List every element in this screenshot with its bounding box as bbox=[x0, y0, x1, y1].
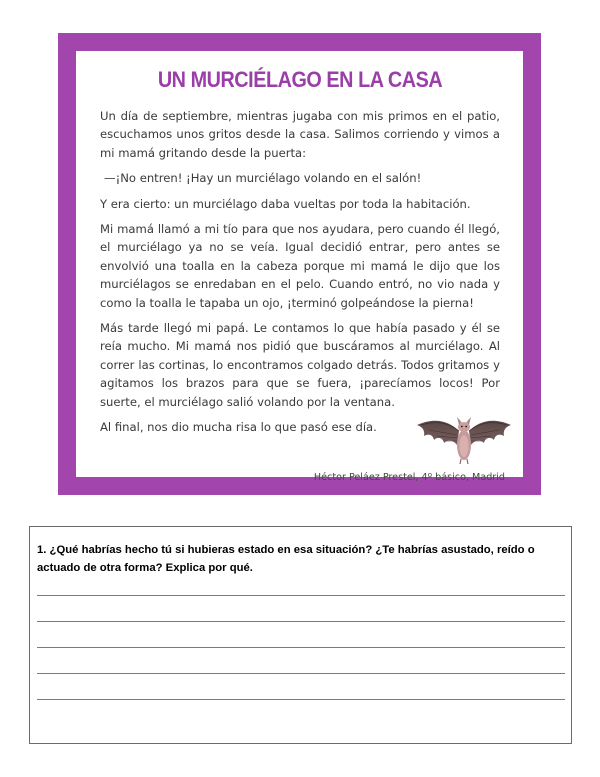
story-paragraph: Un día de septiembre, mientras jugaba con mis primos en el patio, escuchamos unos gritos desde la casa. Salimos corriendo y vimos a mi mamá gritando desde la puerta: bbox=[100, 109, 500, 160]
story-body bbox=[100, 107, 500, 437]
answer-line[interactable] bbox=[37, 647, 565, 648]
story-paragraph: Y era cierto: un murciélago daba vueltas por toda la habitación. bbox=[100, 196, 471, 211]
story-paragraph: Más tarde llegó mi papá. Le contamos lo que había pasado y él se reía mucho. Mi mamá nos pidió que buscáramos al murciélago. Al correr las cortinas, lo encontramos colgado detrás. Todos gritamos y agitamos los brazos para que se fuera, ¡parecíamos locos! Por suerte, el murciélago salió volando por la ventana. bbox=[100, 321, 500, 409]
story-author: Héctor Peláez Prestel, 4º básico, Madrid bbox=[313, 472, 505, 483]
story-frame bbox=[58, 33, 541, 495]
story-paragraph: Al final, nos dio mucha risa lo que pasó ese día. bbox=[100, 420, 377, 435]
answer-line[interactable] bbox=[37, 621, 565, 622]
story-paragraph: Mi mamá llamó a mi tío para que nos ayudara, pero cuando él llegó, el murciélago ya no se veía. Igual decidió entrar, pero antes se envolvió una toalla en la cabeza porque mi mamá le dijo que los murciélagos se enredaban en el pelo. Cuando entró, no vio nada y como la toalla le tapaba un ojo, ¡terminó golpeándose la pierna! bbox=[100, 222, 500, 310]
answer-line[interactable] bbox=[37, 699, 565, 700]
story-paragraph: —¡No entren! ¡Hay un murciélago volando en el salón! bbox=[104, 171, 422, 186]
answer-line[interactable] bbox=[37, 595, 565, 596]
answer-line[interactable] bbox=[37, 673, 565, 674]
question-text: 1. ¿Qué habrías hecho tú si hubieras estado en esa situación? ¿Te habrías asustado, reído o actuado de otra forma? Explica por qué. bbox=[37, 544, 535, 574]
question-box bbox=[29, 526, 572, 744]
bat-illustration bbox=[413, 415, 515, 467]
story-card bbox=[76, 51, 523, 483]
story-title: UN MURCIÉLAGO EN LA CASA bbox=[157, 67, 443, 92]
